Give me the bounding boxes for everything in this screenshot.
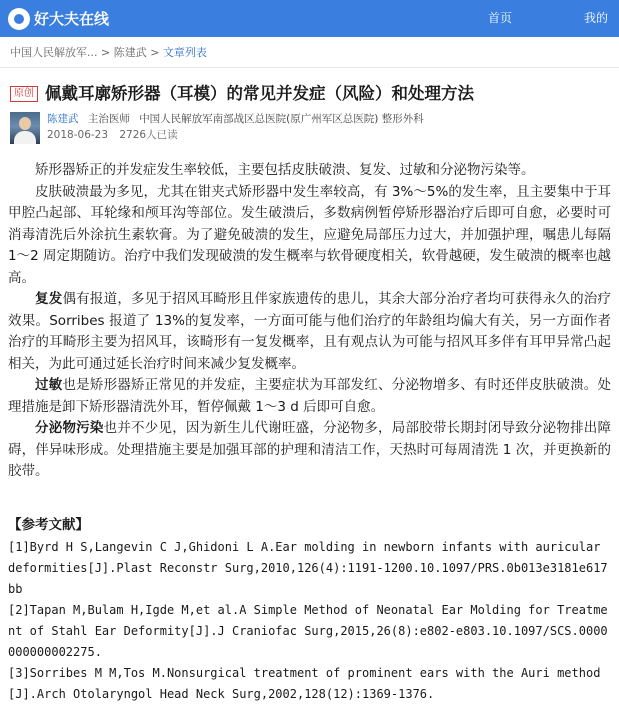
author-org: 中国人民解放军南部战区总医院(原广州军区总医院) xyxy=(139,113,379,125)
publish-date: 2018-06-23 xyxy=(47,129,109,141)
author-title: 主治医师 xyxy=(87,113,130,125)
paragraph xyxy=(8,160,611,182)
paragraph-text: 也并不少见，因为新生儿代谢旺盛，分泌物多，局部胶带长期封闭导致分泌物排出障碍，伴异味形成。处理措施主要是加强耳部的护理和清洁工作，天热时可每周清洗 1 次，并更换新的胶带。 xyxy=(8,420,612,479)
author-name-link[interactable]: 陈建武 xyxy=(47,113,79,125)
paragraph-text: 矫形器矫正的并发症发生率较低，主要包括皮肤破溃、复发、过敏和分泌物污染等。 xyxy=(35,162,535,178)
read-count: 2726人已读 xyxy=(119,129,178,141)
breadcrumb-hospital[interactable]: 中国人民解放军... xyxy=(10,46,98,59)
breadcrumb-separator: > xyxy=(101,46,114,59)
reference-item: [2]Tapan M,Bulam H,Igde M,et al.A Simple Method of Neonatal Ear Molding for Treatment of Stahl Ear Deformity[J].J Craniofac Surg,2015,26(8):e802-e803.10.1097/SCS.0000000000002275. xyxy=(8,603,608,659)
author-info xyxy=(47,112,424,126)
paragraph xyxy=(8,289,611,375)
site-logo[interactable] xyxy=(8,8,109,30)
references-heading: 【参考文献】 xyxy=(8,517,89,533)
divider xyxy=(0,67,619,68)
paragraph xyxy=(8,375,611,418)
paragraph-text: 皮肤破溃最为多见，尤其在钳夹式矫形器中发生率较高，有 3%～5%的发生率，且主要集中于耳甲腔凸起部、耳轮缘和颅耳沟等部位。发生破溃后，多数病例暂停矫形器治疗后即可自愈，必要时可消毒清洗后外涂抗生素软膏。为了避免破溃的发生，应避免局部压力过大，并加强护理，嘱患儿每隔 1～2 周定期随访。治疗中我们发现破溃的发生概率与软骨硬度相关，软骨越硬，发生破溃的概率也越高。 xyxy=(8,183,611,286)
breadcrumb-current[interactable]: 文章列表 xyxy=(162,46,207,59)
author-dept: 整形外科 xyxy=(381,113,424,125)
article-meta xyxy=(47,128,186,142)
nav-home-link[interactable]: 首页 xyxy=(488,11,513,25)
paragraph xyxy=(8,418,611,483)
paragraph-lead: 分泌物污染 xyxy=(35,420,104,436)
article-title-row xyxy=(10,84,474,104)
nav-mine-link[interactable]: 我的 xyxy=(584,11,609,25)
breadcrumb-separator: > xyxy=(150,46,163,59)
reference-item: [1]Byrd H S,Langevin C J,Ghidoni L A.Ear molding in newborn infants with auricular deformities[J].Plast Reconstr Surg,2010,126(4):1191-1200.10.1097/PRS.0b013e3181e617bb xyxy=(8,540,608,596)
references-list xyxy=(8,537,611,705)
paragraph-text: 也是矫形器矫正常见的并发症，主要症状为耳部发红、分泌物增多、有时还伴皮肤破溃。处理措施是卸下矫形器清洗外耳，暂停佩戴 1～3 d 后即可自愈。 xyxy=(8,377,612,415)
original-badge: 原创 xyxy=(10,86,38,102)
logo-icon xyxy=(8,8,30,30)
breadcrumb xyxy=(10,46,207,60)
breadcrumb-doctor[interactable]: 陈建武 xyxy=(113,46,147,59)
article-body xyxy=(8,160,611,483)
paragraph-text: 偶有报道，多见于招风耳畸形且伴家族遗传的患儿，其余大部分治疗者均可获得永久的治疗效果。Sorribes 报道了 13%的复发率，一方面可能与他们治疗的年龄组均偏大有关，另一方面作者治疗的耳畸形主要为招风耳，该畸形有一复发概率，且有观点认为可能与招风耳多伴有耳甲异常凸起相关，为此可通过延长治疗时间来减少复发概率。 xyxy=(8,291,612,372)
paragraph-lead: 过敏 xyxy=(35,377,63,393)
paragraph-lead: 复发 xyxy=(35,291,63,307)
logo-text: 好大夫在线 xyxy=(34,10,110,28)
reference-item: [3]Sorribes M M,Tos M.Nonsurgical treatment of prominent ears with the Auri method[J].Arch Otolaryngol Head Neck Surg,2002,128(12):1369-1376. xyxy=(8,666,601,701)
doctor-avatar[interactable] xyxy=(10,112,40,144)
top-bar xyxy=(0,0,619,37)
paragraph xyxy=(8,182,611,290)
article-title: 佩戴耳廓矫形器（耳模）的常见并发症（风险）和处理方法 xyxy=(45,84,474,103)
